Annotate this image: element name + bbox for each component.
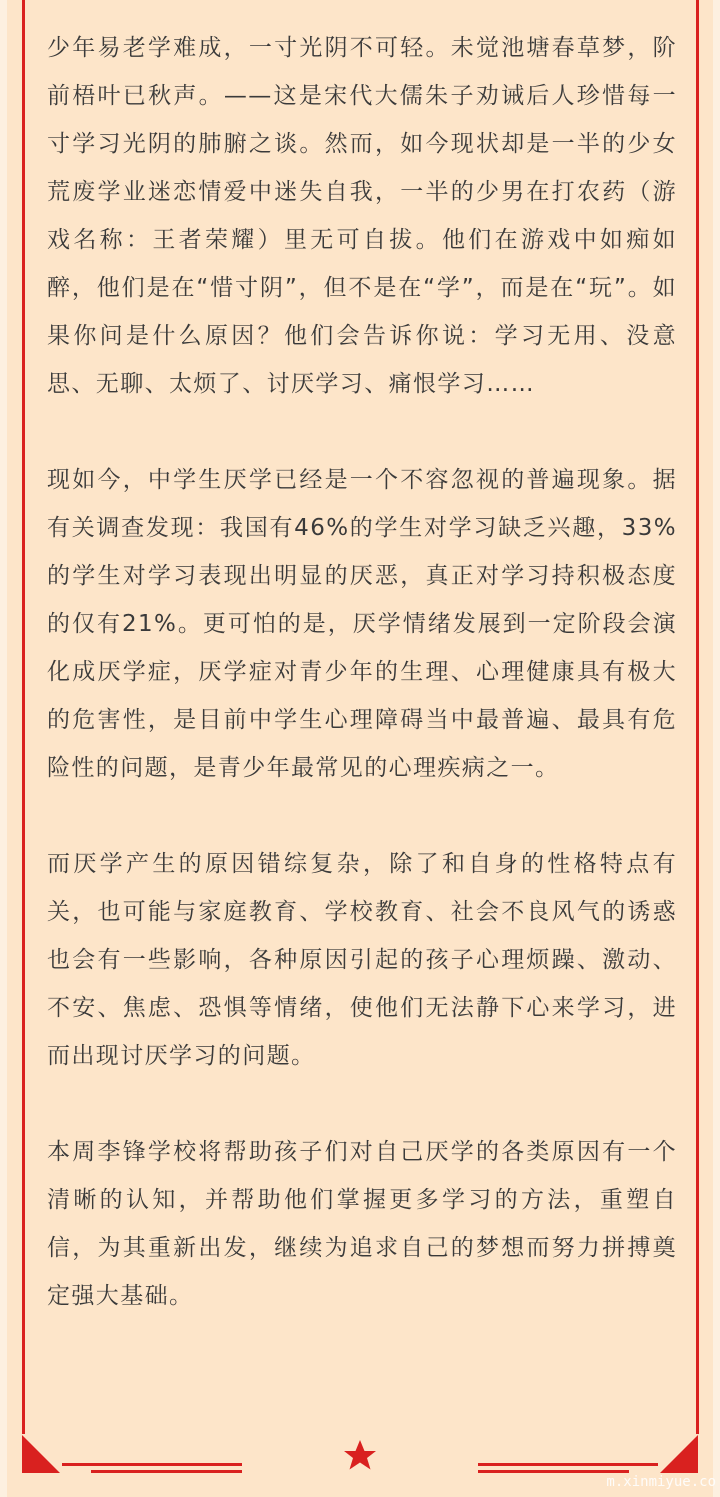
paragraph-school-plan: 本周李锋学校将帮助孩子们对自己厌学的各类原因有一个清晰的认知，并帮助他们掌握更多学习的方法，重塑自信，为其重新出发，继续为追求自己的梦想而努力拼搏奠定强大基础。 — [47, 1139, 677, 1309]
watermark-text: m.xinmiyue.co — [606, 1474, 716, 1490]
right-line-top — [478, 1463, 658, 1466]
paragraph-causes: 而厌学产生的原因错综复杂，除了和自身的性格特点有关，也可能与家庭教育、学校教育、社会不良风气的诱惑也会有一些影响，各种原因引起的孩子心理烦躁、激动、不安、焦虑、恐惧等情绪，使他们无法静下心来学习，进而出现讨厌学习的问题。 — [47, 851, 677, 1069]
frame-border-right — [696, 0, 699, 1434]
star-icon — [344, 1440, 376, 1470]
left-line-bottom — [91, 1470, 242, 1473]
paragraph-statistics: 现如今，中学生厌学已经是一个不容忽视的普遍现象。据有关调查发现：我国有46%的学生对学习缺乏兴趣，33%的学生对学习表现出明显的厌恶，真正对学习持积极态度的仅有21%。更可怕的是，厌学情绪发展到一定阶段会演化成厌学症，厌学症对青少年的生理、心理健康具有极大的危害性，是目前中学生心理障碍当中最普遍、最具有危险性的问题，是青少年最常见的心理疾病之一。 — [47, 467, 677, 781]
paragraph-intro: 少年易老学难成，一寸光阴不可轻。未觉池塘春草梦，阶前梧叶已秋声。——这是宋代大儒朱子劝诫后人珍惜每一寸学习光阴的肺腑之谈。然而，如今现状却是一半的少女荒废学业迷恋情爱中迷失自我，一半的少男在打农药（游戏名称：王者荣耀）里无可自拔。他们在游戏中如痴如醉，他们是在“惜寸阴”，但不是在“学”，而是在“玩”。如果你问是什么原因？他们会告诉你说：学习无用、没意思、无聊、太烦了、讨厌学习、痛恨学习…… — [47, 35, 677, 397]
frame-border-left — [22, 0, 25, 1434]
right-line-bottom — [478, 1470, 629, 1473]
corner-triangle-right — [660, 1435, 698, 1473]
corner-triangle-left — [22, 1435, 60, 1473]
article-body — [47, 24, 677, 1368]
left-line-top — [62, 1463, 242, 1466]
